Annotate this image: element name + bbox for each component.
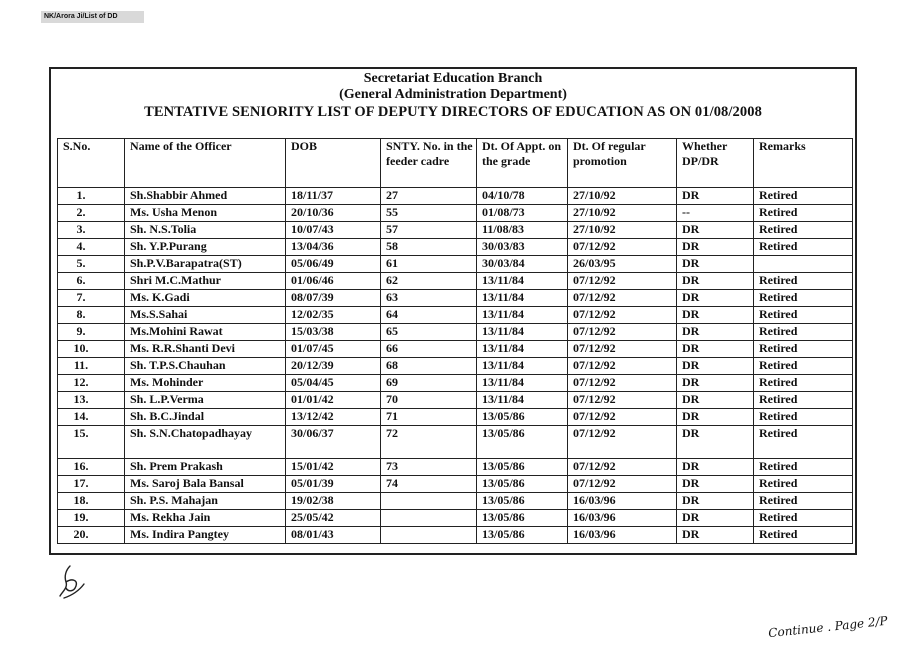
cell-snty: 57 — [381, 222, 477, 239]
cell-promo: 16/03/96 — [568, 527, 677, 544]
cell-snty: 27 — [381, 188, 477, 205]
cell-dpdr: DR — [677, 409, 754, 426]
cell-sno: 14. — [58, 409, 125, 426]
cell-dob: 13/12/42 — [286, 409, 381, 426]
cell-remarks: Retired — [754, 409, 853, 426]
cell-name: Sh. B.C.Jindal — [125, 409, 286, 426]
cell-promo: 07/12/92 — [568, 307, 677, 324]
cell-appt: 13/05/86 — [477, 409, 568, 426]
cell-dob: 30/06/37 — [286, 426, 381, 459]
cell-appt: 13/11/84 — [477, 341, 568, 358]
cell-dpdr: DR — [677, 273, 754, 290]
table-row — [58, 527, 853, 544]
cell-name: Ms. Saroj Bala Bansal — [125, 476, 286, 493]
cell-remarks: Retired — [754, 510, 853, 527]
cell-dob: 20/10/36 — [286, 205, 381, 222]
cell-dpdr: DR — [677, 341, 754, 358]
cell-dob: 25/05/42 — [286, 510, 381, 527]
cell-promo: 07/12/92 — [568, 375, 677, 392]
cell-dpdr: DR — [677, 307, 754, 324]
cell-name: Sh. L.P.Verma — [125, 392, 286, 409]
table-row — [58, 510, 853, 527]
department-title: (General Administration Department) — [339, 87, 567, 102]
cell-name: Sh. P.S. Mahajan — [125, 493, 286, 510]
cell-snty: 55 — [381, 205, 477, 222]
table-body — [58, 188, 853, 544]
cell-dob: 08/01/43 — [286, 527, 381, 544]
cell-remarks: Retired — [754, 476, 853, 493]
cell-appt: 13/11/84 — [477, 273, 568, 290]
cell-dpdr: DR — [677, 239, 754, 256]
file-reference-tag: NK/Arora Ji/List of DD — [41, 11, 144, 23]
cell-name: Sh. Y.P.Purang — [125, 239, 286, 256]
cell-appt: 11/08/83 — [477, 222, 568, 239]
cell-dpdr: DR — [677, 290, 754, 307]
cell-remarks: Retired — [754, 341, 853, 358]
cell-snty — [381, 527, 477, 544]
cell-dpdr: DR — [677, 324, 754, 341]
cell-dob: 19/02/38 — [286, 493, 381, 510]
cell-remarks: Retired — [754, 290, 853, 307]
cell-promo: 07/12/92 — [568, 358, 677, 375]
cell-dob: 01/07/45 — [286, 341, 381, 358]
header-dob: DOB — [286, 139, 381, 188]
cell-name: Ms. Indira Pangtey — [125, 527, 286, 544]
cell-remarks: Retired — [754, 493, 853, 510]
cell-dpdr: DR — [677, 459, 754, 476]
header-dpdr: Whether DP/DR — [677, 139, 754, 188]
table-row — [58, 222, 853, 239]
cell-name: Ms. Mohinder — [125, 375, 286, 392]
cell-sno: 10. — [58, 341, 125, 358]
cell-name: Shri M.C.Mathur — [125, 273, 286, 290]
cell-sno: 16. — [58, 459, 125, 476]
cell-snty: 63 — [381, 290, 477, 307]
cell-promo: 07/12/92 — [568, 239, 677, 256]
cell-remarks: Retired — [754, 188, 853, 205]
cell-promo: 07/12/92 — [568, 290, 677, 307]
cell-snty: 66 — [381, 341, 477, 358]
cell-snty: 73 — [381, 459, 477, 476]
cell-promo: 07/12/92 — [568, 476, 677, 493]
cell-appt: 13/11/84 — [477, 324, 568, 341]
cell-name: Ms. Rekha Jain — [125, 510, 286, 527]
cell-dob: 18/11/37 — [286, 188, 381, 205]
cell-appt: 13/05/86 — [477, 476, 568, 493]
cell-dob: 10/07/43 — [286, 222, 381, 239]
cell-snty — [381, 493, 477, 510]
branch-title: Secretariat Education Branch — [363, 71, 543, 86]
cell-promo: 16/03/96 — [568, 493, 677, 510]
cell-snty: 70 — [381, 392, 477, 409]
cell-snty: 65 — [381, 324, 477, 341]
cell-dob: 15/03/38 — [286, 324, 381, 341]
table-header-row — [58, 139, 853, 188]
cell-appt: 13/05/86 — [477, 510, 568, 527]
cell-appt: 13/11/84 — [477, 358, 568, 375]
table-row — [58, 239, 853, 256]
cell-dob: 08/07/39 — [286, 290, 381, 307]
cell-remarks: Retired — [754, 324, 853, 341]
cell-appt: 30/03/84 — [477, 256, 568, 273]
cell-name: Ms.S.Sahai — [125, 307, 286, 324]
cell-promo: 07/12/92 — [568, 273, 677, 290]
cell-dob: 05/06/49 — [286, 256, 381, 273]
cell-sno: 11. — [58, 358, 125, 375]
cell-dpdr: DR — [677, 527, 754, 544]
cell-dpdr: DR — [677, 392, 754, 409]
cell-dob: 13/04/36 — [286, 239, 381, 256]
table-row — [58, 273, 853, 290]
cell-promo: 07/12/92 — [568, 324, 677, 341]
table-row — [58, 324, 853, 341]
cell-appt: 01/08/73 — [477, 205, 568, 222]
cell-sno: 12. — [58, 375, 125, 392]
cell-remarks — [754, 256, 853, 273]
cell-snty: 61 — [381, 256, 477, 273]
cell-promo: 27/10/92 — [568, 188, 677, 205]
table-row — [58, 256, 853, 273]
cell-remarks: Retired — [754, 392, 853, 409]
cell-promo: 07/12/92 — [568, 392, 677, 409]
cell-appt: 13/05/86 — [477, 493, 568, 510]
cell-dpdr: DR — [677, 510, 754, 527]
cell-remarks: Retired — [754, 358, 853, 375]
cell-dob: 01/06/46 — [286, 273, 381, 290]
list-title: TENTATIVE SENIORITY LIST OF DEPUTY DIRECTORS OF EDUCATION AS ON 01/08/2008 — [144, 104, 762, 120]
cell-sno: 6. — [58, 273, 125, 290]
cell-sno: 2. — [58, 205, 125, 222]
cell-sno: 5. — [58, 256, 125, 273]
cell-name: Sh.P.V.Barapatra(ST) — [125, 256, 286, 273]
table-row — [58, 409, 853, 426]
cell-snty — [381, 510, 477, 527]
cell-appt: 04/10/78 — [477, 188, 568, 205]
cell-sno: 4. — [58, 239, 125, 256]
cell-name: Sh.Shabbir Ahmed — [125, 188, 286, 205]
cell-sno: 17. — [58, 476, 125, 493]
cell-appt: 13/11/84 — [477, 307, 568, 324]
table-row — [58, 307, 853, 324]
cell-name: Ms. K.Gadi — [125, 290, 286, 307]
cell-snty: 62 — [381, 273, 477, 290]
cell-dpdr: DR — [677, 493, 754, 510]
cell-sno: 13. — [58, 392, 125, 409]
cell-appt: 13/05/86 — [477, 527, 568, 544]
cell-snty: 64 — [381, 307, 477, 324]
header-name: Name of the Officer — [125, 139, 286, 188]
cell-dob: 12/02/35 — [286, 307, 381, 324]
cell-dpdr: DR — [677, 358, 754, 375]
table-row — [58, 341, 853, 358]
table-row — [58, 476, 853, 493]
cell-sno: 8. — [58, 307, 125, 324]
cell-name: Sh. T.P.S.Chauhan — [125, 358, 286, 375]
table-row — [58, 392, 853, 409]
cell-snty: 68 — [381, 358, 477, 375]
cell-remarks: Retired — [754, 426, 853, 459]
cell-promo: 07/12/92 — [568, 409, 677, 426]
cell-appt: 13/11/84 — [477, 375, 568, 392]
cell-dpdr: -- — [677, 205, 754, 222]
continuation-note: Continue . Page 2/P — [767, 613, 889, 641]
cell-dob: 20/12/39 — [286, 358, 381, 375]
header-promotion: Dt. Of regular promotion — [568, 139, 677, 188]
cell-name: Sh. Prem Prakash — [125, 459, 286, 476]
cell-sno: 7. — [58, 290, 125, 307]
table-row — [58, 358, 853, 375]
cell-appt: 30/03/83 — [477, 239, 568, 256]
cell-remarks: Retired — [754, 459, 853, 476]
cell-dpdr: DR — [677, 426, 754, 459]
cell-promo: 07/12/92 — [568, 459, 677, 476]
table-row — [58, 426, 853, 459]
cell-promo: 27/10/92 — [568, 205, 677, 222]
table-row — [58, 205, 853, 222]
cell-sno: 20. — [58, 527, 125, 544]
cell-dpdr: DR — [677, 256, 754, 273]
cell-dob: 05/04/45 — [286, 375, 381, 392]
cell-dpdr: DR — [677, 222, 754, 239]
cell-snty: 58 — [381, 239, 477, 256]
cell-remarks: Retired — [754, 307, 853, 324]
cell-dob: 15/01/42 — [286, 459, 381, 476]
table-row — [58, 459, 853, 476]
cell-snty: 72 — [381, 426, 477, 459]
cell-remarks: Retired — [754, 273, 853, 290]
signature-mark — [56, 562, 90, 602]
cell-remarks: Retired — [754, 527, 853, 544]
cell-snty: 74 — [381, 476, 477, 493]
table-row — [58, 493, 853, 510]
cell-remarks: Retired — [754, 375, 853, 392]
header-sno: S.No. — [58, 139, 125, 188]
cell-sno: 9. — [58, 324, 125, 341]
cell-name: Ms. R.R.Shanti Devi — [125, 341, 286, 358]
cell-dob: 05/01/39 — [286, 476, 381, 493]
cell-appt: 13/11/84 — [477, 290, 568, 307]
cell-appt: 13/11/84 — [477, 392, 568, 409]
cell-appt: 13/05/86 — [477, 426, 568, 459]
document-frame — [49, 67, 857, 555]
cell-sno: 15. — [58, 426, 125, 459]
cell-sno: 18. — [58, 493, 125, 510]
cell-promo: 27/10/92 — [568, 222, 677, 239]
table-row — [58, 290, 853, 307]
cell-remarks: Retired — [754, 205, 853, 222]
cell-dob: 01/01/42 — [286, 392, 381, 409]
cell-promo: 26/03/95 — [568, 256, 677, 273]
cell-name: Ms.Mohini Rawat — [125, 324, 286, 341]
header-appt: Dt. Of Appt. on the grade — [477, 139, 568, 188]
header-snty: SNTY. No. in the feeder cadre — [381, 139, 477, 188]
cell-remarks: Retired — [754, 239, 853, 256]
cell-remarks: Retired — [754, 222, 853, 239]
cell-dpdr: DR — [677, 476, 754, 493]
cell-promo: 07/12/92 — [568, 426, 677, 459]
cell-dpdr: DR — [677, 375, 754, 392]
cell-snty: 69 — [381, 375, 477, 392]
cell-name: Sh. S.N.Chatopadhayay — [125, 426, 286, 459]
cell-promo: 16/03/96 — [568, 510, 677, 527]
cell-name: Ms. Usha Menon — [125, 205, 286, 222]
cell-sno: 3. — [58, 222, 125, 239]
table-row — [58, 188, 853, 205]
header-remarks: Remarks — [754, 139, 853, 188]
table-row — [58, 375, 853, 392]
seniority-table — [57, 138, 853, 544]
cell-sno: 1. — [58, 188, 125, 205]
cell-name: Sh. N.S.Tolia — [125, 222, 286, 239]
cell-dpdr: DR — [677, 188, 754, 205]
cell-snty: 71 — [381, 409, 477, 426]
cell-sno: 19. — [58, 510, 125, 527]
cell-promo: 07/12/92 — [568, 341, 677, 358]
cell-appt: 13/05/86 — [477, 459, 568, 476]
